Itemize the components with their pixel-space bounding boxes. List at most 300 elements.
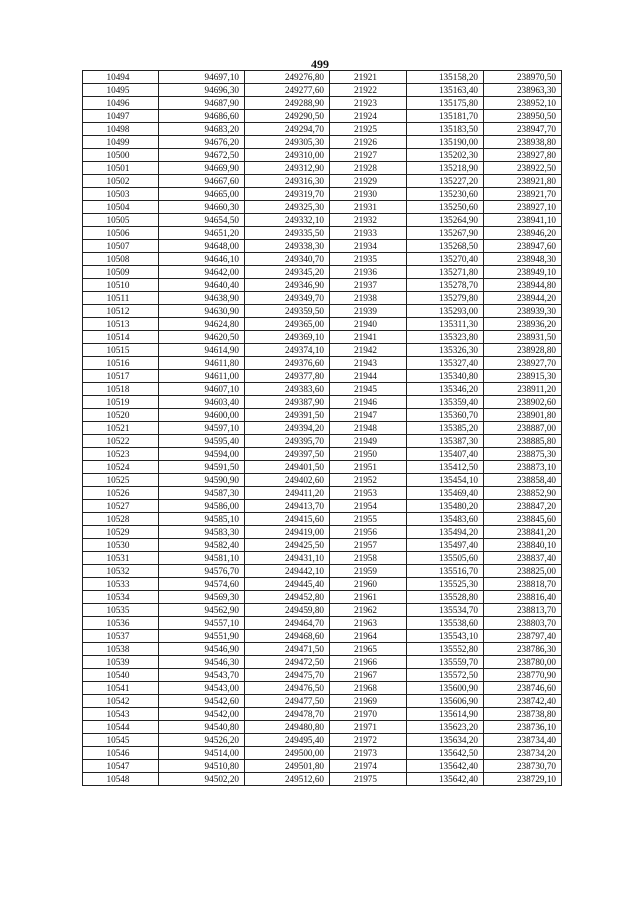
x-coordinate-cell: 135279,80 [407, 292, 484, 305]
x-coordinate-cell: 94697,10 [159, 71, 245, 84]
y-coordinate-cell: 249349,70 [245, 292, 330, 305]
y-coordinate-cell: 249480,80 [245, 721, 330, 734]
x-coordinate-cell: 135642,50 [407, 747, 484, 760]
table-row [83, 279, 562, 292]
table-row [83, 422, 562, 435]
y-coordinate-cell: 249478,70 [245, 708, 330, 721]
point-id-cell: 10535 [83, 604, 159, 617]
point-id-cell: 21974 [330, 760, 407, 773]
y-coordinate-cell: 249425,50 [245, 539, 330, 552]
y-coordinate-cell: 238928,80 [484, 344, 562, 357]
x-coordinate-cell: 94582,40 [159, 539, 245, 552]
x-coordinate-cell: 135181,70 [407, 110, 484, 123]
point-id-cell: 21972 [330, 734, 407, 747]
x-coordinate-cell: 94630,90 [159, 305, 245, 318]
table-row [83, 214, 562, 227]
y-coordinate-cell: 249325,30 [245, 201, 330, 214]
y-coordinate-cell: 238818,70 [484, 578, 562, 591]
x-coordinate-cell: 94603,40 [159, 396, 245, 409]
page-number: 499 [311, 57, 329, 71]
table-row [83, 630, 562, 643]
y-coordinate-cell: 238939,30 [484, 305, 562, 318]
table-row [83, 708, 562, 721]
y-coordinate-cell: 249290,50 [245, 110, 330, 123]
y-coordinate-cell: 249419,00 [245, 526, 330, 539]
x-coordinate-cell: 135623,20 [407, 721, 484, 734]
point-id-cell: 10543 [83, 708, 159, 721]
point-id-cell: 10519 [83, 396, 159, 409]
x-coordinate-cell: 135158,20 [407, 71, 484, 84]
y-coordinate-cell: 238947,60 [484, 240, 562, 253]
x-coordinate-cell: 135505,60 [407, 552, 484, 565]
x-coordinate-cell: 94591,50 [159, 461, 245, 474]
x-coordinate-cell: 94594,00 [159, 448, 245, 461]
y-coordinate-cell: 249413,70 [245, 500, 330, 513]
point-id-cell: 21932 [330, 214, 407, 227]
point-id-cell: 10501 [83, 162, 159, 175]
point-id-cell: 10538 [83, 643, 159, 656]
x-coordinate-cell: 94672,50 [159, 149, 245, 162]
point-id-cell: 21953 [330, 487, 407, 500]
y-coordinate-cell: 238780,00 [484, 656, 562, 669]
table-row [83, 162, 562, 175]
table-row [83, 305, 562, 318]
point-id-cell: 10497 [83, 110, 159, 123]
x-coordinate-cell: 94611,80 [159, 357, 245, 370]
point-id-cell: 10502 [83, 175, 159, 188]
x-coordinate-cell: 135528,80 [407, 591, 484, 604]
y-coordinate-cell: 249472,50 [245, 656, 330, 669]
y-coordinate-cell: 238950,50 [484, 110, 562, 123]
x-coordinate-cell: 94526,20 [159, 734, 245, 747]
y-coordinate-cell: 238902,60 [484, 396, 562, 409]
y-coordinate-cell: 249512,60 [245, 773, 330, 786]
x-coordinate-cell: 135494,20 [407, 526, 484, 539]
x-coordinate-cell: 94542,00 [159, 708, 245, 721]
y-coordinate-cell: 238938,80 [484, 136, 562, 149]
point-id-cell: 10517 [83, 370, 159, 383]
x-coordinate-cell: 94576,70 [159, 565, 245, 578]
table-row [83, 383, 562, 396]
point-id-cell: 10520 [83, 409, 159, 422]
x-coordinate-cell: 94587,30 [159, 487, 245, 500]
y-coordinate-cell: 238873,10 [484, 461, 562, 474]
table-row [83, 461, 562, 474]
y-coordinate-cell: 238738,80 [484, 708, 562, 721]
point-id-cell: 10529 [83, 526, 159, 539]
point-id-cell: 21961 [330, 591, 407, 604]
point-id-cell: 10511 [83, 292, 159, 305]
y-coordinate-cell: 249431,10 [245, 552, 330, 565]
table-row [83, 110, 562, 123]
x-coordinate-cell: 94543,00 [159, 682, 245, 695]
x-coordinate-cell: 135497,40 [407, 539, 484, 552]
x-coordinate-cell: 135359,40 [407, 396, 484, 409]
table-row [83, 734, 562, 747]
table-row [83, 604, 562, 617]
y-coordinate-cell: 249411,20 [245, 487, 330, 500]
x-coordinate-cell: 94595,40 [159, 435, 245, 448]
y-coordinate-cell: 238944,80 [484, 279, 562, 292]
x-coordinate-cell: 94581,10 [159, 552, 245, 565]
point-id-cell: 10509 [83, 266, 159, 279]
x-coordinate-cell: 135202,30 [407, 149, 484, 162]
table-row [83, 136, 562, 149]
point-id-cell: 21963 [330, 617, 407, 630]
x-coordinate-cell: 94611,00 [159, 370, 245, 383]
y-coordinate-cell: 238837,40 [484, 552, 562, 565]
table-row [83, 539, 562, 552]
point-id-cell: 10503 [83, 188, 159, 201]
point-id-cell: 21970 [330, 708, 407, 721]
point-id-cell: 21930 [330, 188, 407, 201]
y-coordinate-cell: 238841,20 [484, 526, 562, 539]
point-id-cell: 21973 [330, 747, 407, 760]
point-id-cell: 10541 [83, 682, 159, 695]
point-id-cell: 10544 [83, 721, 159, 734]
point-id-cell: 10513 [83, 318, 159, 331]
y-coordinate-cell: 238970,50 [484, 71, 562, 84]
point-id-cell: 10528 [83, 513, 159, 526]
table-row [83, 344, 562, 357]
point-id-cell: 21935 [330, 253, 407, 266]
table-row [83, 526, 562, 539]
y-coordinate-cell: 238730,70 [484, 760, 562, 773]
x-coordinate-cell: 94676,20 [159, 136, 245, 149]
y-coordinate-cell: 238963,30 [484, 84, 562, 97]
x-coordinate-cell: 94583,30 [159, 526, 245, 539]
point-id-cell: 21922 [330, 84, 407, 97]
table-row [83, 552, 562, 565]
x-coordinate-cell: 94646,10 [159, 253, 245, 266]
y-coordinate-cell: 249391,50 [245, 409, 330, 422]
x-coordinate-cell: 94683,20 [159, 123, 245, 136]
table-row [83, 253, 562, 266]
y-coordinate-cell: 238786,30 [484, 643, 562, 656]
point-id-cell: 10536 [83, 617, 159, 630]
point-id-cell: 10542 [83, 695, 159, 708]
x-coordinate-cell: 135642,40 [407, 760, 484, 773]
x-coordinate-cell: 135230,60 [407, 188, 484, 201]
y-coordinate-cell: 238734,20 [484, 747, 562, 760]
point-id-cell: 10546 [83, 747, 159, 760]
table-row [83, 292, 562, 305]
y-coordinate-cell: 249310,00 [245, 149, 330, 162]
x-coordinate-cell: 94696,30 [159, 84, 245, 97]
y-coordinate-cell: 238840,10 [484, 539, 562, 552]
table-row [83, 71, 562, 84]
x-coordinate-cell: 135516,70 [407, 565, 484, 578]
x-coordinate-cell: 94586,00 [159, 500, 245, 513]
x-coordinate-cell: 94687,90 [159, 97, 245, 110]
x-coordinate-cell: 135346,20 [407, 383, 484, 396]
y-coordinate-cell: 249468,60 [245, 630, 330, 643]
point-id-cell: 10507 [83, 240, 159, 253]
x-coordinate-cell: 94638,90 [159, 292, 245, 305]
point-id-cell: 10508 [83, 253, 159, 266]
point-id-cell: 10525 [83, 474, 159, 487]
table-row [83, 396, 562, 409]
point-id-cell: 21949 [330, 435, 407, 448]
y-coordinate-cell: 249276,80 [245, 71, 330, 84]
y-coordinate-cell: 249332,10 [245, 214, 330, 227]
y-coordinate-cell: 249376,60 [245, 357, 330, 370]
y-coordinate-cell: 249477,50 [245, 695, 330, 708]
table-row [83, 266, 562, 279]
x-coordinate-cell: 94546,30 [159, 656, 245, 669]
point-id-cell: 21966 [330, 656, 407, 669]
x-coordinate-cell: 135634,20 [407, 734, 484, 747]
y-coordinate-cell: 238927,10 [484, 201, 562, 214]
table-row [83, 578, 562, 591]
table-row [83, 721, 562, 734]
point-id-cell: 10548 [83, 773, 159, 786]
y-coordinate-cell: 249294,70 [245, 123, 330, 136]
table-row [83, 747, 562, 760]
y-coordinate-cell: 238952,10 [484, 97, 562, 110]
y-coordinate-cell: 238770,90 [484, 669, 562, 682]
y-coordinate-cell: 249442,10 [245, 565, 330, 578]
coordinates-table [82, 70, 562, 786]
y-coordinate-cell: 249316,30 [245, 175, 330, 188]
y-coordinate-cell: 249335,50 [245, 227, 330, 240]
x-coordinate-cell: 94669,90 [159, 162, 245, 175]
x-coordinate-cell: 94542,60 [159, 695, 245, 708]
point-id-cell: 21939 [330, 305, 407, 318]
table-row [83, 149, 562, 162]
point-id-cell: 21955 [330, 513, 407, 526]
y-coordinate-cell: 249345,20 [245, 266, 330, 279]
table-row [83, 565, 562, 578]
y-coordinate-cell: 238736,10 [484, 721, 562, 734]
y-coordinate-cell: 238944,20 [484, 292, 562, 305]
point-id-cell: 21947 [330, 409, 407, 422]
y-coordinate-cell: 238797,40 [484, 630, 562, 643]
point-id-cell: 21927 [330, 149, 407, 162]
y-coordinate-cell: 238746,60 [484, 682, 562, 695]
x-coordinate-cell: 135327,40 [407, 357, 484, 370]
y-coordinate-cell: 238847,20 [484, 500, 562, 513]
point-id-cell: 21943 [330, 357, 407, 370]
point-id-cell: 10547 [83, 760, 159, 773]
table-row [83, 123, 562, 136]
y-coordinate-cell: 249401,50 [245, 461, 330, 474]
x-coordinate-cell: 135483,60 [407, 513, 484, 526]
table-row [83, 227, 562, 240]
point-id-cell: 21926 [330, 136, 407, 149]
point-id-cell: 10533 [83, 578, 159, 591]
x-coordinate-cell: 135360,70 [407, 409, 484, 422]
x-coordinate-cell: 135606,90 [407, 695, 484, 708]
point-id-cell: 10531 [83, 552, 159, 565]
point-id-cell: 21931 [330, 201, 407, 214]
point-id-cell: 10510 [83, 279, 159, 292]
point-id-cell: 21940 [330, 318, 407, 331]
y-coordinate-cell: 238936,20 [484, 318, 562, 331]
y-coordinate-cell: 238729,10 [484, 773, 562, 786]
x-coordinate-cell: 135190,00 [407, 136, 484, 149]
x-coordinate-cell: 94574,60 [159, 578, 245, 591]
x-coordinate-cell: 135559,70 [407, 656, 484, 669]
y-coordinate-cell: 249395,70 [245, 435, 330, 448]
x-coordinate-cell: 94660,30 [159, 201, 245, 214]
y-coordinate-cell: 238921,70 [484, 188, 562, 201]
point-id-cell: 21945 [330, 383, 407, 396]
x-coordinate-cell: 135480,20 [407, 500, 484, 513]
table-row [83, 370, 562, 383]
x-coordinate-cell: 94557,10 [159, 617, 245, 630]
x-coordinate-cell: 94642,00 [159, 266, 245, 279]
x-coordinate-cell: 135387,30 [407, 435, 484, 448]
x-coordinate-cell: 135250,60 [407, 201, 484, 214]
point-id-cell: 10514 [83, 331, 159, 344]
x-coordinate-cell: 135534,70 [407, 604, 484, 617]
y-coordinate-cell: 238852,90 [484, 487, 562, 500]
x-coordinate-cell: 94667,60 [159, 175, 245, 188]
x-coordinate-cell: 135268,50 [407, 240, 484, 253]
y-coordinate-cell: 238734,40 [484, 734, 562, 747]
y-coordinate-cell: 249374,10 [245, 344, 330, 357]
x-coordinate-cell: 94624,80 [159, 318, 245, 331]
table-row [83, 175, 562, 188]
x-coordinate-cell: 135340,80 [407, 370, 484, 383]
y-coordinate-cell: 249340,70 [245, 253, 330, 266]
x-coordinate-cell: 135385,20 [407, 422, 484, 435]
point-id-cell: 10516 [83, 357, 159, 370]
point-id-cell: 21952 [330, 474, 407, 487]
y-coordinate-cell: 249359,50 [245, 305, 330, 318]
y-coordinate-cell: 249312,90 [245, 162, 330, 175]
point-id-cell: 21960 [330, 578, 407, 591]
x-coordinate-cell: 135525,30 [407, 578, 484, 591]
point-id-cell: 10527 [83, 500, 159, 513]
point-id-cell: 21951 [330, 461, 407, 474]
y-coordinate-cell: 249387,90 [245, 396, 330, 409]
y-coordinate-cell: 238901,80 [484, 409, 562, 422]
point-id-cell: 21965 [330, 643, 407, 656]
x-coordinate-cell: 135469,40 [407, 487, 484, 500]
x-coordinate-cell: 94607,10 [159, 383, 245, 396]
x-coordinate-cell: 135543,10 [407, 630, 484, 643]
point-id-cell: 21956 [330, 526, 407, 539]
point-id-cell: 21969 [330, 695, 407, 708]
point-id-cell: 10496 [83, 97, 159, 110]
y-coordinate-cell: 249288,90 [245, 97, 330, 110]
y-coordinate-cell: 238845,60 [484, 513, 562, 526]
y-coordinate-cell: 238825,00 [484, 565, 562, 578]
table-row [83, 656, 562, 669]
point-id-cell: 21924 [330, 110, 407, 123]
x-coordinate-cell: 94651,20 [159, 227, 245, 240]
point-id-cell: 21971 [330, 721, 407, 734]
point-id-cell: 21948 [330, 422, 407, 435]
y-coordinate-cell: 249471,50 [245, 643, 330, 656]
table-row [83, 188, 562, 201]
y-coordinate-cell: 238931,50 [484, 331, 562, 344]
table-row [83, 760, 562, 773]
y-coordinate-cell: 249501,80 [245, 760, 330, 773]
y-coordinate-cell: 249346,90 [245, 279, 330, 292]
x-coordinate-cell: 135552,80 [407, 643, 484, 656]
x-coordinate-cell: 94585,10 [159, 513, 245, 526]
point-id-cell: 21933 [330, 227, 407, 240]
y-coordinate-cell: 249459,80 [245, 604, 330, 617]
x-coordinate-cell: 135311,30 [407, 318, 484, 331]
point-id-cell: 10504 [83, 201, 159, 214]
point-id-cell: 21934 [330, 240, 407, 253]
point-id-cell: 21941 [330, 331, 407, 344]
x-coordinate-cell: 94569,30 [159, 591, 245, 604]
point-id-cell: 21964 [330, 630, 407, 643]
x-coordinate-cell: 135271,80 [407, 266, 484, 279]
point-id-cell: 21923 [330, 97, 407, 110]
coordinates-table-body [83, 71, 562, 786]
point-id-cell: 10499 [83, 136, 159, 149]
point-id-cell: 21942 [330, 344, 407, 357]
point-id-cell: 21958 [330, 552, 407, 565]
y-coordinate-cell: 238948,30 [484, 253, 562, 266]
point-id-cell: 10495 [83, 84, 159, 97]
table-row [83, 84, 562, 97]
y-coordinate-cell: 238911,20 [484, 383, 562, 396]
x-coordinate-cell: 94590,90 [159, 474, 245, 487]
y-coordinate-cell: 238858,40 [484, 474, 562, 487]
x-coordinate-cell: 94543,70 [159, 669, 245, 682]
table-row [83, 487, 562, 500]
point-id-cell: 21936 [330, 266, 407, 279]
point-id-cell: 10494 [83, 71, 159, 84]
x-coordinate-cell: 94597,10 [159, 422, 245, 435]
y-coordinate-cell: 238941,10 [484, 214, 562, 227]
y-coordinate-cell: 249383,60 [245, 383, 330, 396]
y-coordinate-cell: 238922,50 [484, 162, 562, 175]
point-id-cell: 10512 [83, 305, 159, 318]
x-coordinate-cell: 135572,50 [407, 669, 484, 682]
point-id-cell: 21959 [330, 565, 407, 578]
point-id-cell: 21944 [330, 370, 407, 383]
point-id-cell: 21957 [330, 539, 407, 552]
point-id-cell: 21950 [330, 448, 407, 461]
y-coordinate-cell: 238927,70 [484, 357, 562, 370]
y-coordinate-cell: 238947,70 [484, 123, 562, 136]
point-id-cell: 21928 [330, 162, 407, 175]
point-id-cell: 21921 [330, 71, 407, 84]
y-coordinate-cell: 249476,50 [245, 682, 330, 695]
x-coordinate-cell: 135175,80 [407, 97, 484, 110]
table-row [83, 669, 562, 682]
x-coordinate-cell: 94562,90 [159, 604, 245, 617]
x-coordinate-cell: 94686,60 [159, 110, 245, 123]
x-coordinate-cell: 135264,90 [407, 214, 484, 227]
table-row [83, 97, 562, 110]
point-id-cell: 10500 [83, 149, 159, 162]
x-coordinate-cell: 135218,90 [407, 162, 484, 175]
table-row [83, 773, 562, 786]
table-row [83, 617, 562, 630]
x-coordinate-cell: 135293,00 [407, 305, 484, 318]
point-id-cell: 21925 [330, 123, 407, 136]
y-coordinate-cell: 249319,70 [245, 188, 330, 201]
table-row [83, 201, 562, 214]
point-id-cell: 10523 [83, 448, 159, 461]
point-id-cell: 10545 [83, 734, 159, 747]
point-id-cell: 21946 [330, 396, 407, 409]
point-id-cell: 10526 [83, 487, 159, 500]
y-coordinate-cell: 249464,70 [245, 617, 330, 630]
table-row [83, 331, 562, 344]
table-row [83, 643, 562, 656]
y-coordinate-cell: 238885,80 [484, 435, 562, 448]
